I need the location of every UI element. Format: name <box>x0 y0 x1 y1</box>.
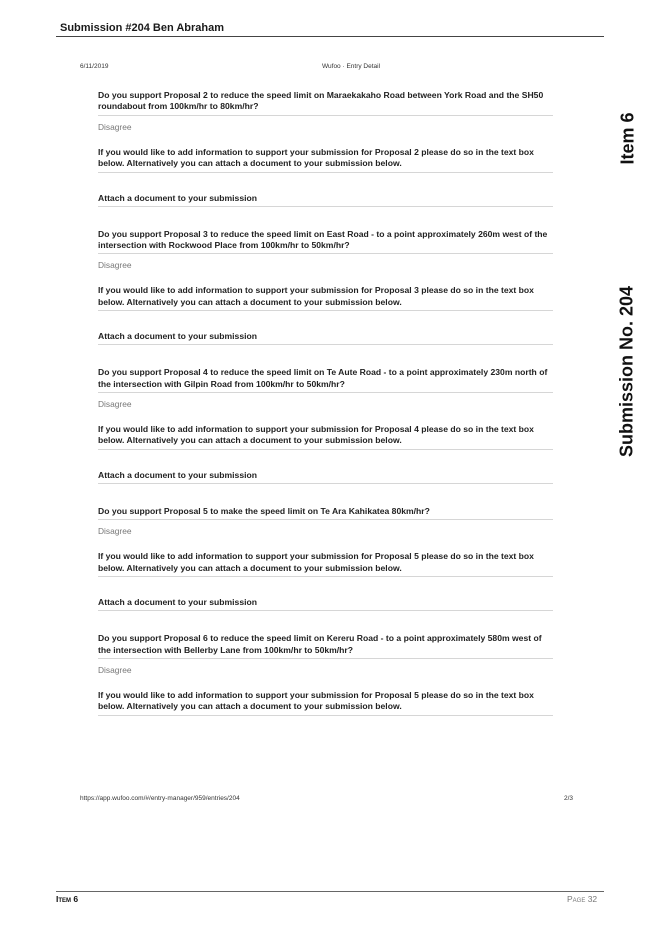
proposal-6-answer: Disagree <box>98 664 132 675</box>
footer-divider <box>56 891 604 892</box>
side-item-label: Item 6 <box>617 112 638 165</box>
proposal-3-question: Do you support Proposal 3 to reduce the speed limit on East Road - to a point approximately 260m west of the intersection with Rockwood Place from 100km/hr to 50km/hr? <box>98 229 553 255</box>
proposal-6-info-label: If you would like to add information to support your submission for Proposal 5 please do so in the text box below. Alternatively you can attach a document to your submission below. <box>98 690 553 716</box>
proposal-2-question: Do you support Proposal 2 to reduce the speed limit on Maraekakaho Road between York Road and the SH50 roundabout from 100km/hr to 80km/hr? <box>98 90 553 116</box>
proposal-5-block <box>98 506 553 611</box>
proposal-5-question: Do you support Proposal 5 to make the speed limit on Te Ara Kahikatea 80km/hr? <box>98 506 553 520</box>
proposal-3-answer: Disagree <box>98 260 132 271</box>
proposal-4-question: Do you support Proposal 4 to reduce the speed limit on Te Aute Road - to a point approximately 230m north of the intersection with Gilpin Road from 100km/hr to 50km/hr? <box>98 367 553 393</box>
side-submission-label: Submission No. 204 <box>616 285 637 458</box>
proposal-6-question: Do you support Proposal 6 to reduce the speed limit on Kereru Road - to a point approximately 580m west of the intersection with Bellerby Lane from 100km/hr to 50km/hr? <box>98 633 553 659</box>
proposal-2-block <box>98 90 553 207</box>
print-url: https://app.wufoo.com/#/entry-manager/959/entries/204 <box>80 795 240 802</box>
proposal-3-attach-label: Attach a document to your submission <box>98 331 553 345</box>
proposal-2-attach-label: Attach a document to your submission <box>98 193 553 207</box>
proposal-5-info-label: If you would like to add information to support your submission for Proposal 5 please do so in the text box below. Alternatively you can attach a document to your submission below. <box>98 551 553 577</box>
proposal-2-answer: Disagree <box>98 121 132 132</box>
proposal-6-block <box>98 633 553 716</box>
proposal-4-block <box>98 367 553 484</box>
proposal-5-answer: Disagree <box>98 526 132 537</box>
footer-page-number: Page 32 <box>567 894 598 904</box>
submission-header-title: Submission #204 Ben Abraham <box>60 22 225 34</box>
header-divider <box>56 36 604 37</box>
proposal-4-answer: Disagree <box>98 399 132 410</box>
print-date: 6/11/2019 <box>80 63 109 70</box>
proposal-3-block <box>98 229 553 346</box>
footer-item-label: Item 6 <box>56 894 79 904</box>
proposal-4-info-label: If you would like to add information to support your submission for Proposal 4 please do so in the text box below. Alternatively you can attach a document to your submission below. <box>98 424 553 450</box>
print-page-count: 2/3 <box>564 795 574 802</box>
proposal-2-info-label: If you would like to add information to support your submission for Proposal 2 please do so in the text box below. Alternatively you can attach a document to your submission below. <box>98 147 553 173</box>
entry-form <box>98 90 553 716</box>
print-app-title: Wufoo · Entry Detail <box>322 63 381 70</box>
proposal-3-info-label: If you would like to add information to support your submission for Proposal 3 please do so in the text box below. Alternatively you can attach a document to your submission below. <box>98 285 553 311</box>
proposal-4-attach-label: Attach a document to your submission <box>98 470 553 484</box>
proposal-5-attach-label: Attach a document to your submission <box>98 597 553 611</box>
